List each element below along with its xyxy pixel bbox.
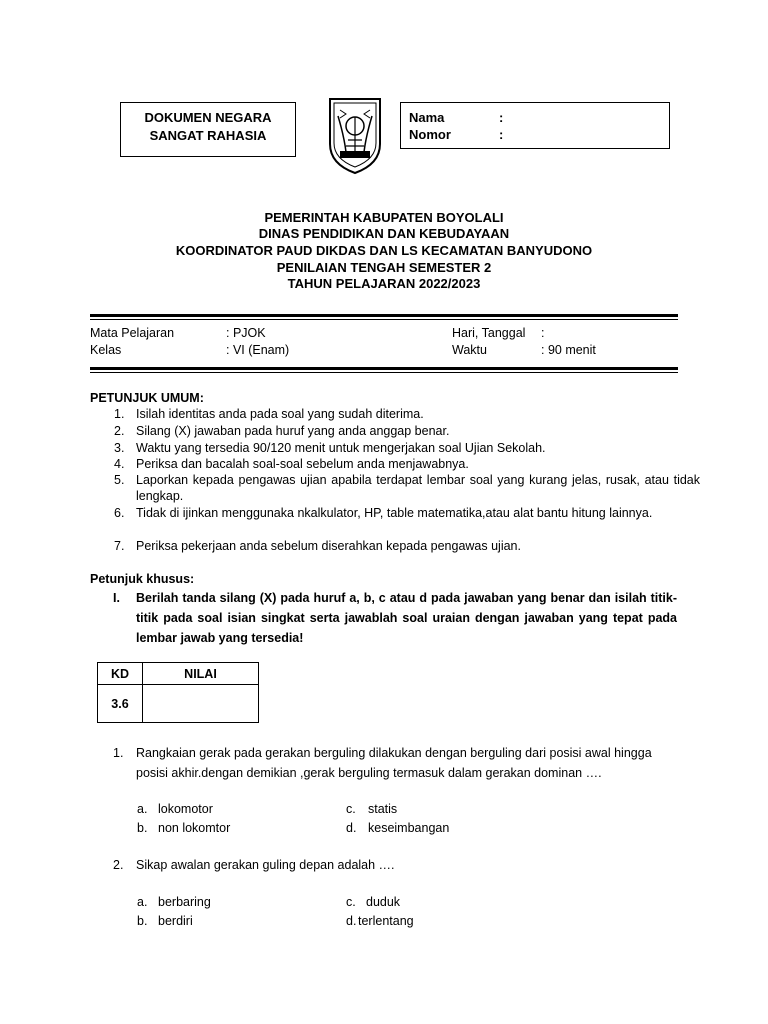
question-number: 2. — [113, 858, 124, 872]
petunjuk-khusus-heading: Petunjuk khusus: — [90, 572, 195, 586]
mapel-value: : PJOK — [226, 326, 266, 340]
option-text[interactable]: keseimbangan — [368, 821, 450, 835]
petunjuk-umum-heading: PETUNJUK UMUM: — [90, 391, 204, 405]
option-letter[interactable]: b. — [137, 821, 148, 835]
nomor-colon: : — [499, 127, 504, 142]
option-letter[interactable]: c. — [346, 802, 356, 816]
nilai-header: NILAI — [143, 663, 259, 685]
option-letter[interactable]: d. — [346, 914, 357, 928]
title-line-4: PENILAIAN TENGAH SEMESTER 2 — [276, 260, 492, 275]
option-text[interactable]: berbaring — [158, 895, 211, 909]
hari-value: : — [541, 326, 545, 340]
list-item-text: Tidak di ijinkan menggunaka nkalkulator, HP, table matematika,atau alat bantu hitung lainnya. — [136, 506, 653, 520]
kd-score-table — [97, 662, 259, 723]
question-text: Rangkaian gerak pada gerakan berguling dilakukan dengan berguling dari posisi awal hingga posisi akhir.dengan demikian ,gerak berguling termasuk dalam gerakan dominan …. — [136, 746, 652, 780]
option-text[interactable]: non lokomtor — [158, 821, 231, 835]
option-letter[interactable]: a. — [137, 802, 148, 816]
waktu-label: Waktu — [452, 343, 487, 357]
option-text[interactable]: lokomotor — [158, 802, 213, 816]
header-divider-thin — [90, 319, 678, 320]
kd-value: 3.6 — [98, 685, 143, 723]
info-divider-thin — [90, 372, 678, 373]
list-item-number: 2. — [114, 424, 125, 438]
kelas-value: : VI (Enam) — [226, 343, 290, 357]
option-text[interactable]: berdiri — [158, 914, 193, 928]
title-line-3: KOORDINATOR PAUD DIKDAS DAN LS KECAMATAN BANYUDONO — [175, 243, 593, 258]
option-letter[interactable]: b. — [137, 914, 148, 928]
classification-line-1: DOKUMEN NEGARA — [144, 110, 272, 125]
title-line-5: TAHUN PELAJARAN 2022/2023 — [287, 276, 481, 291]
list-item-text: Periksa dan bacalah soal-soal sebelum anda menjawabnya. — [136, 457, 469, 471]
option-text[interactable]: statis — [368, 802, 398, 816]
list-item-number: 7. — [114, 539, 125, 553]
nama-label: Nama — [409, 110, 445, 125]
list-item-text: Periksa pekerjaan anda sebelum diserahkan kepada pengawas ujian. — [136, 539, 521, 553]
list-item-text: Isilah identitas anda pada soal yang sudah diterima. — [136, 407, 424, 421]
boyolali-crest-icon — [326, 96, 384, 176]
kd-header: KD — [98, 663, 143, 685]
option-letter[interactable]: a. — [137, 895, 148, 909]
list-item-number: 5. — [114, 473, 125, 487]
header-divider — [90, 314, 678, 317]
list-item-number: 6. — [114, 506, 125, 520]
kelas-label: Kelas — [90, 343, 122, 357]
nomor-label: Nomor — [409, 127, 451, 142]
list-item-number: 3. — [114, 441, 125, 455]
title-line-1: PEMERINTAH KABUPATEN BOYOLALI — [264, 210, 504, 225]
waktu-value: : 90 menit — [541, 343, 596, 357]
question-number: 1. — [113, 746, 124, 760]
list-item-number: 4. — [114, 457, 125, 471]
classification-line-2: SANGAT RAHASIA — [149, 128, 267, 143]
option-letter[interactable]: d. — [346, 821, 357, 835]
identity-box — [400, 102, 670, 149]
nama-colon: : — [499, 110, 504, 125]
list-item-text: Waktu yang tersedia 90/120 menit untuk mengerjakan soal Ujian Sekolah. — [136, 441, 546, 455]
nilai-value-cell[interactable] — [143, 685, 259, 723]
info-divider — [90, 367, 678, 370]
hari-label: Hari, Tanggal — [452, 326, 526, 340]
list-item-number: 1. — [114, 407, 125, 421]
mapel-label: Mata Pelajaran — [90, 326, 175, 340]
petunjuk-khusus-text: Berilah tanda silang (X) pada huruf a, b, c atau d pada jawaban yang benar dan isilah titik-titik pada soal isian singkat serta jawablah soal uraian dengan jawaban yang tepat pada lembar jawab yang tersedia! — [136, 591, 677, 645]
classification-box — [120, 102, 296, 157]
question-text: Sikap awalan gerakan guling depan adalah …. — [136, 858, 395, 872]
title-line-2: DINAS PENDIDIKAN DAN KEBUDAYAAN — [258, 226, 510, 241]
option-letter[interactable]: c. — [346, 895, 356, 909]
section-number: I. — [113, 591, 120, 605]
list-item-text: Silang (X) jawaban pada huruf yang anda anggap benar. — [136, 424, 450, 438]
option-text[interactable]: duduk — [366, 895, 401, 909]
option-text[interactable]: terlentang — [358, 914, 414, 928]
list-item-text: Laporkan kepada pengawas ujian apabila terdapat lembar soal yang kurang jelas, rusak, atau tidak lengkap. — [136, 473, 700, 503]
